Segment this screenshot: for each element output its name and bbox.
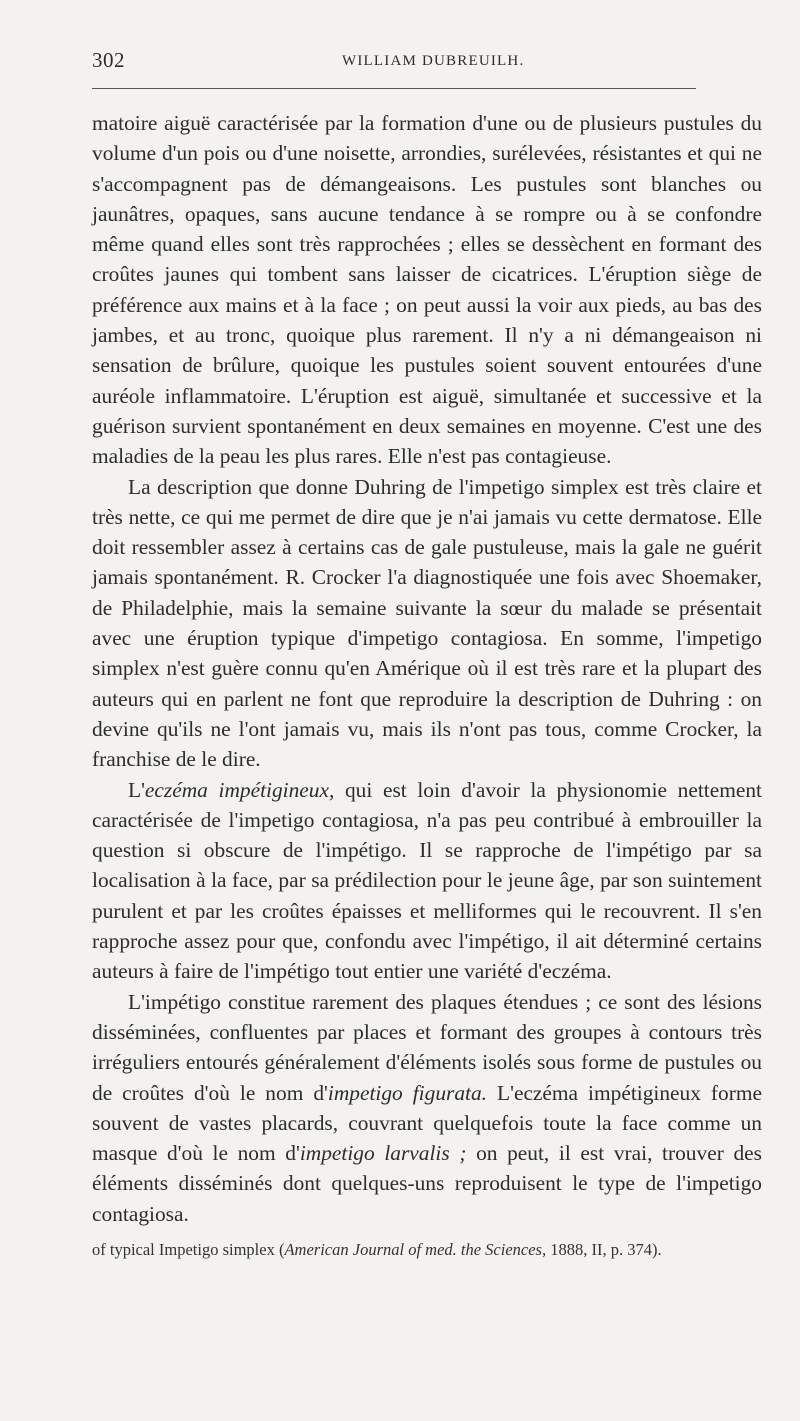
header-rule: [92, 88, 696, 89]
footnote-text-end: 1888, II, p. 374).: [546, 1240, 662, 1259]
page-number: 302: [92, 48, 125, 72]
paragraph-4-text-middle: L'eczéma impétigineux forme souvent de vastes placards, couvrant quelquefois toute la face comme un masque d'où le nom d': [92, 1080, 762, 1166]
paragraph-3-text-rest: qui est loin d'avoir la physionomie nettement caractérisée de l'impetigo contagiosa, n'a pas peu contribué à embrouiller la question si obscure de l'impétigo. Il se rapproche de l'impétigo par sa localisation à la face, par sa prédilection pour le jeune âge, par son suintement purulent et par les croûtes épaisses et melliformes qui le recouvrent. Il s'en rapproche assez pour que, confondu avec l'impétigo, il ait déterminé certains auteurs à faire de l'impétigo tout entier une variété d'eczéma.: [92, 777, 762, 984]
footnote: [92, 1240, 762, 1260]
paragraph-2-text: La description que donne Duhring de l'impetigo simplex est très claire et très nette, ce qui me permet de dire que je n'ai jamais vu cette dermatose. Elle doit ressembler assez à certains cas de gale pustuleuse, mais la gale ne guérit jamais spontanément. R. Crocker l'a diagnostiquée une fois avec Shoemaker, de Philadelphie, mais la semaine suivante la sœur du malade se présentait avec une éruption typique d'impetigo contagiosa. En somme, l'impetigo simplex n'est guère connu qu'en Amérique où il est très rare et la plupart des auteurs qui en parlent ne font que reproduire la description de Duhring : on devine qu'ils ne l'ont jamais vu, mais ils n'ont pas tous, comme Crocker, la franchise de le dire.: [92, 474, 762, 772]
paragraph-4: [92, 987, 762, 1229]
term-impetigo-figurata: impetigo figurata.: [327, 1080, 488, 1105]
footnote-journal-title: American Journal of med. the Sciences,: [284, 1240, 547, 1259]
paragraph-1-text: matoire aiguë caractérisée par la formation d'une ou de plusieurs pustules du volume d'un pois ou d'une noisette, arrondies, surélevées, résistantes et qui ne s'accompagnent pas de démangeaisons. Les pustules sont blanches ou jaunâtres, opaques, sans aucune tendance à se rompre ou à se confondre même quand elles sont très rapprochées ; elles se dessèchent en formant des croûtes jaunes qui tombent sans laisser de cicatrices. L'éruption siège de préférence aux mains et à la face ; on peut aussi la voir aux pieds, au bas des jambes, et au tronc, quoique plus rarement. Il n'y a ni démangeaison ni sensation de brûlure, quoique les pustules soient souvent entourées d'une auréole inflammatoire. L'éruption est aiguë, simultanée et successive et la guérison survient spontanément en deux semaines en moyenne. C'est une des maladies de la peau les plus rares. Elle n'est pas contagieuse.: [92, 111, 762, 469]
paragraph-2: [92, 472, 762, 775]
term-eczema-impetigineux: eczéma impétigineux,: [144, 777, 335, 802]
running-head: [92, 48, 762, 78]
footnote-text-start: of typical Impetigo simplex (: [92, 1240, 285, 1259]
body-text: [92, 108, 762, 1229]
paragraph-4-text-start: L'impétigo constitue rarement des plaques étendues ; ce sont des lésions disséminées, confluentes par places et formant des groupes à contours très irréguliers entourés généralement d'éléments isolés sous forme de pustules ou de croûtes d'où le nom d': [92, 989, 762, 1105]
footnote-text: [92, 1240, 762, 1260]
paragraph-3-text-start: L': [128, 777, 145, 802]
paragraph-1: [92, 108, 762, 472]
term-impetigo-larvalis: impetigo larvalis ;: [299, 1141, 467, 1166]
paragraph-3: [92, 775, 762, 987]
paragraph-4-text-end: on peut, il est vrai, trouver des éléments disséminés dont quelques-uns reproduisent le type de l'impetigo contagiosa.: [92, 1141, 762, 1226]
running-title: WILLIAM DUBREUILH.: [342, 53, 525, 69]
